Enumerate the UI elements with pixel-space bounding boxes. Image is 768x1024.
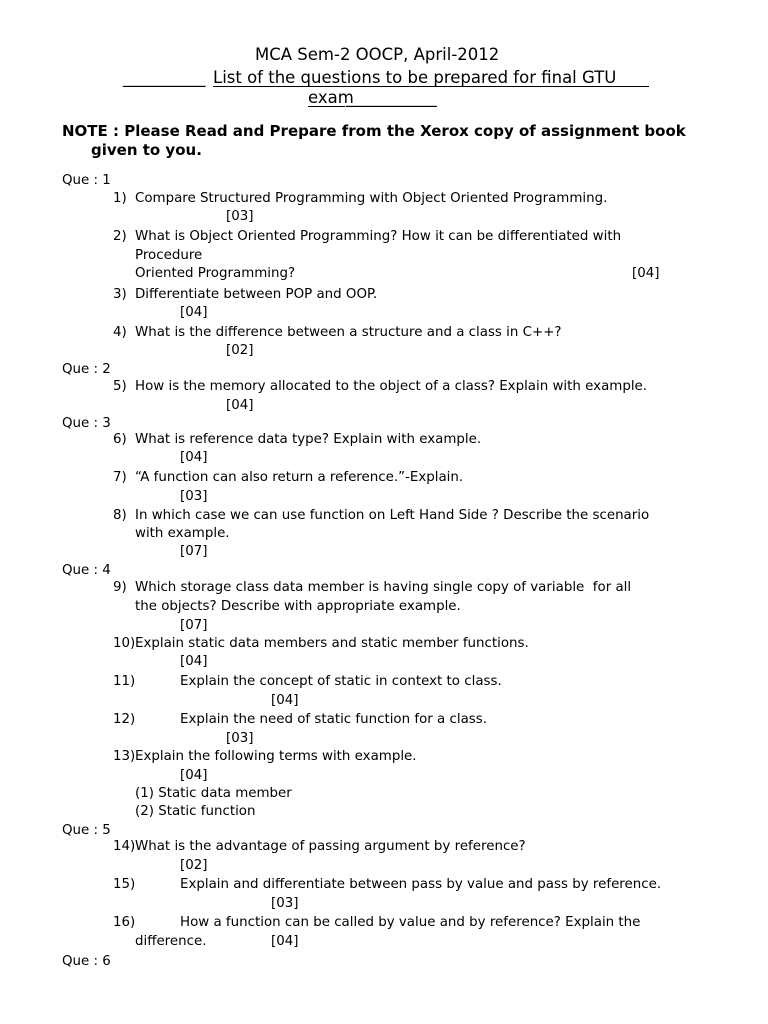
section-label: Que : 6 (62, 954, 111, 969)
question-marks: [04] (271, 934, 299, 949)
question-text: Explain the concept of static in context to class. (180, 674, 502, 689)
document-subtitle: List of the questions to be prepared for final GTU (213, 68, 617, 87)
question-text: Explain static data members and static member functions. (135, 636, 529, 651)
subtitle-underline (213, 86, 649, 87)
title-underline-lead: __________ (123, 68, 206, 87)
question-number: 16) (113, 915, 136, 930)
question-number: 14) (113, 839, 136, 854)
question-number: 1) (113, 191, 127, 206)
question-text: Explain the following terms with example. (135, 749, 417, 764)
question-text: How a function can be called by value and by reference? Explain the (180, 915, 641, 930)
question-number: 2) (113, 229, 127, 244)
document-title: MCA Sem-2 OOCP, April-2012 (255, 45, 500, 64)
question-marks: [04] (632, 266, 660, 281)
question-number: 13) (113, 749, 136, 764)
question-number: 3) (113, 287, 127, 302)
question-number: 8) (113, 508, 127, 523)
section-label: Que : 3 (62, 416, 111, 431)
question-number: 9) (113, 580, 127, 595)
section-label: Que : 4 (62, 563, 111, 578)
question-number: 7) (113, 470, 127, 485)
question-text: Explain and differentiate between pass by value and pass by reference. (180, 877, 662, 892)
question-text: What is reference data type? Explain with example. (135, 432, 482, 447)
question-number: 4) (113, 325, 127, 340)
question-text: What is the advantage of passing argument by reference? (135, 839, 526, 854)
note-line-2: given to you. (91, 141, 202, 159)
document-subtitle-continued: exam (308, 88, 354, 107)
section-label: Que : 2 (62, 362, 111, 377)
question-marks: [03] (226, 209, 254, 224)
question-number: 5) (113, 379, 127, 394)
question-marks: [04] (180, 654, 208, 669)
note-line-1: NOTE : Please Read and Prepare from the Xerox copy of assignment book (62, 122, 686, 140)
question-text: How is the memory allocated to the object of a class? Explain with example. (135, 379, 648, 394)
section-label: Que : 5 (62, 823, 111, 838)
question-text-continued: Oriented Programming? (135, 266, 296, 281)
question-marks: [04] (226, 398, 254, 413)
question-number: 10) (113, 636, 136, 651)
question-number: 11) (113, 674, 136, 689)
question-text-continued: difference. (135, 934, 207, 949)
question-marks: [04] (271, 693, 299, 708)
question-marks: [03] (180, 489, 208, 504)
sub-item: (2) Static function (135, 804, 256, 819)
question-text: “A function can also return a reference.”-Explain. (135, 470, 464, 485)
section-label: Que : 1 (62, 173, 111, 188)
question-marks: [07] (180, 544, 208, 559)
question-number: 12) (113, 712, 136, 727)
question-marks: [03] (271, 896, 299, 911)
question-text: Compare Structured Programming with Object Oriented Programming. (135, 191, 608, 206)
question-text-continued: Procedure (135, 248, 203, 263)
question-marks: [07] (180, 618, 208, 633)
sub-item: (1) Static data member (135, 786, 292, 801)
question-number: 6) (113, 432, 127, 447)
question-marks: [02] (226, 343, 254, 358)
question-marks: [02] (180, 858, 208, 873)
question-marks: [03] (226, 731, 254, 746)
question-text: What is Object Oriented Programming? How it can be differentiated with (135, 229, 622, 244)
question-text: In which case we can use function on Left Hand Side ? Describe the scenario (135, 508, 650, 523)
question-number: 15) (113, 877, 136, 892)
question-text: Explain the need of static function for a class. (180, 712, 487, 727)
question-marks: [04] (180, 768, 208, 783)
question-text-continued: with example. (135, 526, 230, 541)
question-text-continued: the objects? Describe with appropriate example. (135, 599, 461, 614)
subtitle-underline-2 (308, 106, 345, 107)
question-text: Differentiate between POP and OOP. (135, 287, 378, 302)
title-underline-tail: ___________ (346, 88, 437, 107)
question-text: What is the difference between a structure and a class in C++? (135, 325, 562, 340)
question-text: Which storage class data member is having single copy of variable for all (135, 580, 632, 595)
question-marks: [04] (180, 450, 208, 465)
question-marks: [04] (180, 305, 208, 320)
